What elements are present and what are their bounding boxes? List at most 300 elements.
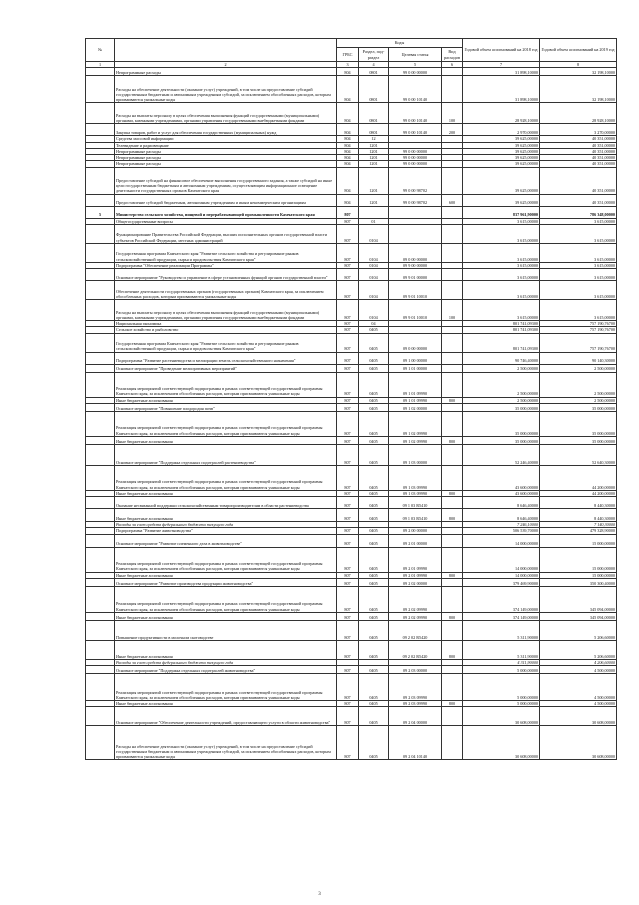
row-amount-2019: 345 094,00000 <box>540 586 617 612</box>
row-amount-2019: 40 351,00000 <box>540 194 617 206</box>
header-index: 7 <box>463 62 540 68</box>
row-amount-2019: 7 140,30000 <box>540 522 617 528</box>
header-index: 2 <box>115 62 337 68</box>
row-amount-2019: 40 351,00000 <box>540 161 617 167</box>
row-description: Реализация мероприятий соответствующей подпрограммы в рамках соответствующей государственной программы Камчатского края, за исключением обособленных расходов, которым присваиваются уникальные коды <box>115 372 337 397</box>
row-grbs: 807 <box>337 269 359 281</box>
row-target: 99 0 00 98702 <box>389 194 442 206</box>
row-amount-2019: 40 351,00000 <box>540 136 617 142</box>
row-vid <box>442 333 463 352</box>
row-amount-2019: 35 000,00000 <box>540 403 617 411</box>
header-number: № <box>86 39 115 62</box>
row-razdel: 0405 <box>359 465 389 490</box>
row-grbs: 807 <box>337 534 359 547</box>
table-row <box>86 281 617 300</box>
row-vid <box>442 465 463 490</box>
row-amount-2019: 2 500,00000 <box>540 372 617 397</box>
row-amount-2018: 39 625,00000 <box>463 155 540 161</box>
header-2019: Годовой объем ассигнований на 2019 год <box>540 39 617 62</box>
row-description: Иные бюджетные ассигнования <box>115 509 337 522</box>
row-target: 09 0 00 00000 <box>389 243 442 262</box>
row-number <box>86 352 115 364</box>
row-number <box>86 333 115 352</box>
row-grbs: 807 <box>337 397 359 403</box>
row-description: Расходы за счет средств федерального бюджета текущего года <box>115 659 337 665</box>
row-description: Предоставление субсидий бюджетным, автономным учреждениям и иным некоммерческим организациям <box>115 194 337 206</box>
row-amount-2018: 5 000,00000 <box>463 666 540 674</box>
row-razdel: 1201 <box>359 155 389 161</box>
row-razdel: 12 <box>359 136 389 142</box>
header-index: 8 <box>540 62 617 68</box>
row-amount-2019: 3 615,00000 <box>540 224 617 243</box>
row-description: Подпрограмма "Обеспечение реализации Программы" <box>115 262 337 268</box>
row-description: Основное мероприятие "Развитие производства продукции животноводства" <box>115 578 337 586</box>
row-number <box>86 269 115 281</box>
row-description: Реализация мероприятий соответствующей подпрограммы в рамках соответствующей государственной программы Камчатского края, за исключением обособленных расходов, которым присваиваются уникальные коды <box>115 465 337 490</box>
row-grbs: 807 <box>337 218 359 224</box>
row-razdel: 0801 <box>359 103 389 124</box>
row-target: 09 2 02 00000 <box>389 578 442 586</box>
row-vid <box>442 224 463 243</box>
row-razdel: 01 <box>359 218 389 224</box>
row-amount-2019: 3 615,00000 <box>540 269 617 281</box>
row-razdel <box>359 206 389 218</box>
row-razdel: 0104 <box>359 269 389 281</box>
row-amount-2019: 40 351,00000 <box>540 142 617 148</box>
row-amount-2019: 8 440,30000 <box>540 509 617 522</box>
row-amount-2018: 2 500,00000 <box>463 397 540 403</box>
table-row <box>86 103 617 124</box>
row-amount-2018: 837 961,90000 <box>463 206 540 218</box>
row-amount-2019: 3 615,00000 <box>540 281 617 300</box>
row-vid <box>442 206 463 218</box>
row-description: Иные бюджетные ассигнования <box>115 701 337 707</box>
row-razdel: 04 <box>359 321 389 327</box>
row-grbs: 807 <box>337 352 359 364</box>
row-amount-2018: 14 000,00000 <box>463 572 540 578</box>
row-description: Основное мероприятие "Поддержка отдельных подотраслей животноводства" <box>115 666 337 674</box>
row-amount-2019: 52 640,30000 <box>540 444 617 465</box>
row-razdel: 0405 <box>359 411 389 436</box>
table-row <box>86 167 617 194</box>
row-target: 09 9 01 00000 <box>389 269 442 281</box>
row-amount-2018: 8 646,40000 <box>463 497 540 509</box>
row-description: Основное мероприятие "Повышение плодородия почв" <box>115 403 337 411</box>
row-grbs: 804 <box>337 68 359 76</box>
row-vid <box>442 76 463 103</box>
row-amount-2019: 40 351,00000 <box>540 148 617 154</box>
row-grbs: 807 <box>337 509 359 522</box>
row-vid <box>442 364 463 372</box>
row-vid <box>442 269 463 281</box>
row-amount-2018: 39 625,00000 <box>463 194 540 206</box>
row-amount-2018: 52 246,40000 <box>463 444 540 465</box>
table-row <box>86 620 617 640</box>
row-amount-2019: 4 500,00000 <box>540 701 617 707</box>
row-vid <box>442 243 463 262</box>
row-number <box>86 436 115 444</box>
row-vid <box>442 372 463 397</box>
table-row <box>86 666 617 674</box>
row-amount-2019: 90 140,30000 <box>540 352 617 364</box>
row-amount-2019: 786 348,00000 <box>540 206 617 218</box>
row-amount-2018: 3 615,00000 <box>463 224 540 243</box>
row-vid <box>442 281 463 300</box>
row-target: 09 2 02 R5420 <box>389 620 442 640</box>
row-description: Государственная программа Камчатского края "Развитие сельского хозяйства и регулирование рынков сельскохозяйственной продукции, сырья и продовольствия Камчатского края" <box>115 333 337 352</box>
row-grbs: 807 <box>337 674 359 701</box>
row-number <box>86 124 115 136</box>
row-razdel: 0801 <box>359 68 389 76</box>
table-row <box>86 300 617 321</box>
row-description: Расходы на выплаты персоналу в целях обеспечения выполнения функций государственными (муниципальными) органами, казенными учреждениями, органами управления государственными внебюджетными фондами <box>115 103 337 124</box>
row-vid <box>442 167 463 194</box>
row-description: Функционирование Правительства Российской Федерации, высших исполнительных органов государственной власти субъектов Российской Федерации, местных администраций <box>115 224 337 243</box>
table-row <box>86 403 617 411</box>
header-2018: Годовой объем ассигнований на 2018 год <box>463 39 540 62</box>
row-amount-2019: 350 300,40000 <box>540 578 617 586</box>
table-row <box>86 372 617 397</box>
row-description: Подпрограмма "Развитие животноводства" <box>115 528 337 534</box>
row-razdel: 0405 <box>359 547 389 572</box>
row-amount-2019: 2 500,00000 <box>540 364 617 372</box>
row-amount-2019: 3 615,00000 <box>540 262 617 268</box>
budget-table <box>85 38 617 760</box>
row-razdel: 1201 <box>359 194 389 206</box>
row-grbs: 807 <box>337 243 359 262</box>
row-description: Государственная программа Камчатского края "Развитие сельского хозяйства и регулирование рынков сельскохозяйственной продукции, сырья и продовольствия Камчатского края" <box>115 243 337 262</box>
row-amount-2018: 5 311,90000 <box>463 640 540 659</box>
row-number <box>86 68 115 76</box>
row-amount-2018: 3 615,00000 <box>463 262 540 268</box>
row-description: Иные бюджетные ассигнования <box>115 640 337 659</box>
row-number <box>86 243 115 262</box>
row-target: 09 0 00 00000 <box>389 333 442 352</box>
row-grbs: 807 <box>337 372 359 397</box>
row-vid <box>442 726 463 760</box>
row-razdel: 0405 <box>359 620 389 640</box>
row-amount-2018: 14 000,00000 <box>463 534 540 547</box>
row-amount-2018: 28 928,10000 <box>463 103 540 124</box>
row-amount-2018: 506 539,70000 <box>463 528 540 534</box>
row-number <box>86 103 115 124</box>
row-amount-2019: 3 270,00000 <box>540 124 617 136</box>
row-razdel: 1201 <box>359 161 389 167</box>
row-target: 99 0 00 00000 <box>389 161 442 167</box>
row-vid: 600 <box>442 194 463 206</box>
row-target: 99 0 00 98702 <box>389 167 442 194</box>
row-amount-2019: 4 206,60000 <box>540 659 617 665</box>
row-amount-2019: 3 615,00000 <box>540 243 617 262</box>
row-target: 09 1 01 00000 <box>389 364 442 372</box>
row-amount-2018: 3 615,00000 <box>463 269 540 281</box>
row-razdel: 0405 <box>359 528 389 534</box>
row-description: Непрограммные расходы <box>115 161 337 167</box>
table-row <box>86 411 617 436</box>
row-grbs: 807 <box>337 444 359 465</box>
row-number <box>86 612 115 620</box>
row-razdel: 0405 <box>359 640 389 659</box>
header-index: 5 <box>389 62 442 68</box>
row-number <box>86 666 115 674</box>
row-grbs: 804 <box>337 136 359 142</box>
table-row <box>86 497 617 509</box>
row-vid: 800 <box>442 701 463 707</box>
row-number: 5 <box>86 206 115 218</box>
row-razdel: 0405 <box>359 397 389 403</box>
row-number <box>86 547 115 572</box>
row-amount-2018: 39 625,00000 <box>463 161 540 167</box>
page-number: 3 <box>318 892 321 897</box>
row-razdel: 0405 <box>359 436 389 444</box>
row-vid: 800 <box>442 612 463 620</box>
row-description: Подпрограмма "Развитие растениеводства и мелиорации земель сельскохозяйственного назначения" <box>115 352 337 364</box>
row-vid: 800 <box>442 490 463 496</box>
row-description: Иные бюджетные ассигнования <box>115 397 337 403</box>
row-grbs: 807 <box>337 640 359 659</box>
row-razdel: 0405 <box>359 586 389 612</box>
row-grbs: 807 <box>337 726 359 760</box>
row-razdel: 0801 <box>359 76 389 103</box>
row-vid: 100 <box>442 300 463 321</box>
row-amount-2019: 40 351,00000 <box>540 155 617 161</box>
row-description: Министерство сельского хозяйства, пищевой и перерабатывающей промышленности Камчатского края <box>115 206 337 218</box>
row-description: Основное мероприятие "Развитие племенного дела в животноводстве" <box>115 534 337 547</box>
row-amount-2018: 43 600,00000 <box>463 465 540 490</box>
row-razdel: 0405 <box>359 490 389 496</box>
row-amount-2018: 374 149,00000 <box>463 612 540 620</box>
row-description: Сельское хозяйство и рыболовство <box>115 327 337 333</box>
row-number <box>86 509 115 522</box>
row-amount-2019: 40 351,00000 <box>540 167 617 194</box>
row-razdel: 0405 <box>359 707 389 726</box>
row-target: 09 2 01 00000 <box>389 534 442 547</box>
row-number <box>86 194 115 206</box>
row-grbs: 807 <box>337 620 359 640</box>
row-vid <box>442 586 463 612</box>
row-description: Общегосударственные вопросы <box>115 218 337 224</box>
row-amount-2018: 39 625,00000 <box>463 167 540 194</box>
table-row <box>86 465 617 490</box>
table-body <box>86 68 617 760</box>
table-row <box>86 612 617 620</box>
row-number <box>86 497 115 509</box>
row-grbs: 807 <box>337 300 359 321</box>
row-description: Обеспечение деятельности государственных органов (государственных органов) Камчатского края, за исключением обособленных расходов, которым присваиваются уникальные коды <box>115 281 337 300</box>
row-amount-2018: 35 000,00000 <box>463 411 540 436</box>
row-razdel: 0405 <box>359 509 389 522</box>
header-index: 4 <box>359 62 389 68</box>
row-amount-2018: 2 500,00000 <box>463 372 540 397</box>
header-description <box>115 39 337 62</box>
row-description: Расходы на обеспечение деятельности (оказание услуг) учреждений, в том числе на предоставление субсидий государственным бюджетным и автономным учреждениям субсидий, за исключением обособленных расходов, которым присваиваются уникальные коды <box>115 726 337 760</box>
table-row <box>86 547 617 572</box>
row-target: 09 1 02 00000 <box>389 403 442 411</box>
row-vid <box>442 578 463 586</box>
row-grbs: 807 <box>337 224 359 243</box>
row-razdel: 0405 <box>359 444 389 465</box>
row-amount-2018: 374 149,00000 <box>463 586 540 612</box>
row-vid <box>442 674 463 701</box>
row-target: 09 9 01 10010 <box>389 300 442 321</box>
row-amount-2019: 4 500,00000 <box>540 666 617 674</box>
table-row <box>86 707 617 726</box>
table-row <box>86 224 617 243</box>
row-target <box>389 224 442 243</box>
row-grbs: 807 <box>337 262 359 268</box>
row-description: Телевидение и радиовещание <box>115 142 337 148</box>
row-amount-2018: 30 608,00000 <box>463 707 540 726</box>
row-number <box>86 586 115 612</box>
row-description: Повышение продуктивности в молочном скотоводстве <box>115 620 337 640</box>
row-amount-2018: 3 615,00000 <box>463 218 540 224</box>
row-razdel: 0405 <box>359 666 389 674</box>
row-razdel: 0405 <box>359 352 389 364</box>
row-amount-2018: 2 500,00000 <box>463 364 540 372</box>
row-amount-2019: 757 190,76700 <box>540 321 617 327</box>
row-razdel: 0104 <box>359 262 389 268</box>
table-row <box>86 509 617 522</box>
row-amount-2019: 3 615,00000 <box>540 300 617 321</box>
row-amount-2019: 28 928,10000 <box>540 103 617 124</box>
row-number <box>86 534 115 547</box>
table-row <box>86 269 617 281</box>
row-amount-2018: 801 741,09300 <box>463 321 540 327</box>
row-grbs: 807 <box>337 281 359 300</box>
row-amount-2019: 35 000,00000 <box>540 411 617 436</box>
row-vid <box>442 497 463 509</box>
table-row <box>86 640 617 659</box>
row-target: 09 1 02 09990 <box>389 411 442 436</box>
row-number <box>86 372 115 397</box>
row-target: 09 2 02 R5420 <box>389 640 442 659</box>
row-description: Иные бюджетные ассигнования <box>115 612 337 620</box>
row-description: Расходы за счет средств федерального бюджета текущего года <box>115 522 337 528</box>
row-amount-2019: 32 198,10000 <box>540 68 617 76</box>
row-target: 99 0 00 10140 <box>389 124 442 136</box>
row-grbs: 807 <box>337 578 359 586</box>
table-row <box>86 726 617 760</box>
row-grbs: 807 <box>337 528 359 534</box>
row-razdel: 0801 <box>359 124 389 136</box>
row-number <box>86 444 115 465</box>
row-description: Реализация мероприятий соответствующей подпрограммы в рамках соответствующей государственной программы Камчатского края, за исключением обособленных расходов, которым присваиваются уникальные коды <box>115 586 337 612</box>
row-target: 09 1 01 09990 <box>389 397 442 403</box>
table-row <box>86 364 617 372</box>
row-target: 09 2 01 09990 <box>389 547 442 572</box>
row-amount-2018: 8 646,40000 <box>463 509 540 522</box>
row-description: Национальная экономика <box>115 321 337 327</box>
row-amount-2019: 345 094,00000 <box>540 612 617 620</box>
header-target: Целевая статья <box>389 48 442 62</box>
row-target: 09 1 03 09990 <box>389 490 442 496</box>
row-grbs: 807 <box>337 364 359 372</box>
row-vid <box>442 620 463 640</box>
row-grbs: 804 <box>337 148 359 154</box>
row-number <box>86 403 115 411</box>
row-amount-2019: 44 200,00000 <box>540 465 617 490</box>
row-amount-2018: 90 746,40000 <box>463 352 540 364</box>
row-razdel: 0405 <box>359 674 389 701</box>
header-index: 3 <box>337 62 359 68</box>
row-grbs: 807 <box>337 465 359 490</box>
table-row <box>86 124 617 136</box>
table-row <box>86 76 617 103</box>
row-vid <box>442 444 463 465</box>
row-amount-2018: 5 000,00000 <box>463 674 540 701</box>
row-vid <box>442 707 463 726</box>
row-grbs: 807 <box>337 497 359 509</box>
header-grbs: ГРБС <box>337 48 359 62</box>
row-number <box>86 300 115 321</box>
row-vid <box>442 534 463 547</box>
row-amount-2018: 39 625,00000 <box>463 142 540 148</box>
row-razdel: 0405 <box>359 534 389 547</box>
table-row <box>86 534 617 547</box>
row-grbs: 804 <box>337 161 359 167</box>
row-grbs: 807 <box>337 701 359 707</box>
row-vid: 800 <box>442 436 463 444</box>
row-amount-2019: 4 500,00000 <box>540 674 617 701</box>
row-amount-2019: 5 206,60000 <box>540 620 617 640</box>
row-description: Непрограммные расходы <box>115 148 337 154</box>
row-description: Иные бюджетные ассигнования <box>115 572 337 578</box>
row-target: 09 2 03 00000 <box>389 666 442 674</box>
row-vid: 100 <box>442 103 463 124</box>
row-grbs: 804 <box>337 76 359 103</box>
table-row <box>86 333 617 352</box>
row-vid <box>442 547 463 572</box>
row-razdel: 0405 <box>359 333 389 352</box>
row-grbs: 807 <box>337 333 359 352</box>
row-number <box>86 726 115 760</box>
row-target <box>389 206 442 218</box>
row-grbs: 807 <box>337 490 359 496</box>
row-vid <box>442 352 463 364</box>
row-target: 09 2 03 09990 <box>389 674 442 701</box>
row-description: Расходы на обеспечение деятельности (оказание услуг) учреждений, в том числе на предоставление субсидий государственным бюджетным и автономным учреждениям субсидий, за исключением обособленных расходов, которым присваиваются уникальные коды <box>115 76 337 103</box>
row-grbs: 804 <box>337 124 359 136</box>
table-row <box>86 578 617 586</box>
row-description: Реализация мероприятий соответствующей подпрограммы в рамках соответствующей государственной программы Камчатского края, за исключением обособленных расходов, которым присваиваются уникальные коды <box>115 547 337 572</box>
row-amount-2019: 3 615,00000 <box>540 218 617 224</box>
row-number <box>86 640 115 659</box>
row-amount-2019: 5 206,60000 <box>540 640 617 659</box>
row-vid: 800 <box>442 397 463 403</box>
table-row <box>86 194 617 206</box>
row-vid <box>442 666 463 674</box>
row-amount-2018: 5 311,90000 <box>463 620 540 640</box>
row-number <box>86 224 115 243</box>
table-row <box>86 436 617 444</box>
row-amount-2018: 35 000,00000 <box>463 403 540 411</box>
row-vid: 800 <box>442 509 463 522</box>
row-target: 09 2 02 09990 <box>389 586 442 612</box>
row-description: Основное мероприятие "Руководство и управление в сфере установленных функций органов государственной власти" <box>115 269 337 281</box>
header-index: 1 <box>86 62 115 68</box>
row-amount-2019: 757 190,76700 <box>540 327 617 333</box>
row-razdel: 1201 <box>359 142 389 148</box>
table-row <box>86 206 617 218</box>
row-vid: 200 <box>442 124 463 136</box>
row-amount-2018: 39 625,00000 <box>463 148 540 154</box>
row-grbs: 807 <box>337 612 359 620</box>
row-grbs: 807 <box>337 206 359 218</box>
row-target: 09 2 04 10140 <box>389 726 442 760</box>
row-razdel: 0104 <box>359 224 389 243</box>
row-target: 09 1 03 R5410 <box>389 497 442 509</box>
row-grbs: 807 <box>337 321 359 327</box>
